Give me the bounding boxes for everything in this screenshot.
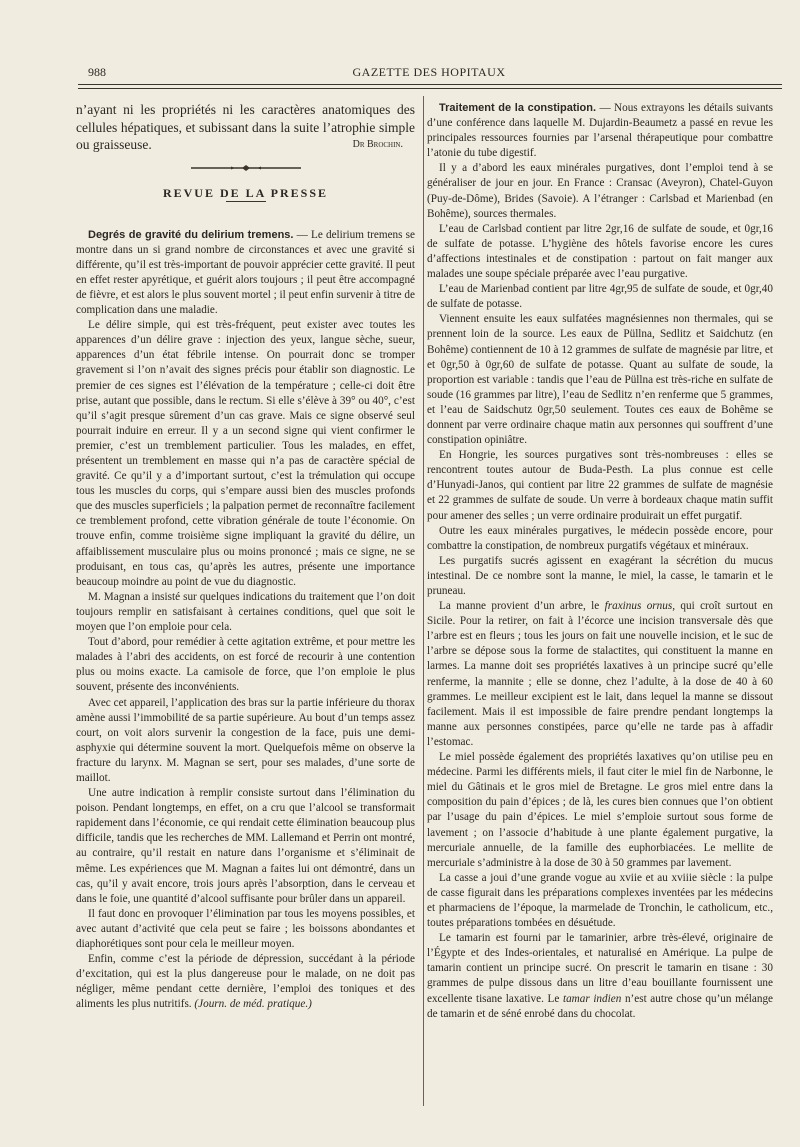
article-constipation-p6: En Hongrie, les sources purgatives sont très-nombreuses : elles se rencontrent toutes autour de Buda-Pesth. La plus connue est celle d’Hunyadi-Janos, qui contient par litre 22 grammes de sulfate de magnésie et 22 grammes de sulfate de soude. Un verre à bordeaux chaque matin suffit pour amener des selles ; un verre ordinaire produirait un effet purgatif.	[427, 449, 773, 522]
article-constipation-p8: Les purgatifs sucrés agissent en exagérant la sécrétion du mucus intestinal. De ce nombre sont la manne, le miel, la casse, le tamarin et le pruneau.	[427, 554, 773, 597]
article-title-delirium: Degrés de gravité du delirium tremens.	[88, 228, 294, 241]
article-title-constipation: Traitement de la constipation.	[439, 102, 597, 114]
journal-title: GAZETTE DES HOPITAUX	[352, 65, 506, 79]
article-delirium-p4: Tout d’abord, pour remédier à cette agitation extrême, et pour mettre les malades à l’abri des accidents, on est forcé de recourir à une contention plus ou moins exacte. La camisole de force, que l’on emploie le plus souvent, présente des inconvénients.	[76, 636, 415, 694]
column-divider	[423, 96, 424, 1106]
paragraph-text: — Le delirium tremens se montre dans un si grand nombre de circonstances et avec une gravité si différente, qu’il est très-important de pouvoir apprécier cette gravité. Il peut en effet rester apyrétique, et guérit alors toujours ; il peut être accompagné de fièvre, et est alors le plus souvent mortel ; il peut enfin survenir à titre de complication dans une maladie.	[76, 228, 416, 317]
italic-term: tamar indien	[562, 992, 622, 1005]
author-signature: Dr Brochin.	[352, 139, 403, 150]
paragraph-text: qui croît surtout en Sicile. Pour la retirer, on fait à l’écorce une incision transversale dès que l’arbre est en fleurs ; tous les jours on fait une nouvelle incision, et le suc de l’arbre se dépose sous la forme de stalactites, qui constituent la manne en larmes. La manne doit ses propriétés laxatives à un principe sucré qu’elle renferme, la mannite ; elle se donne, chez l’adulte, à la dose de 40 à 60 grammes. Le meilleur excipient est le lait, dans lequel la manne se dissout facilement. Mais il est impossible de faire prendre pendant longtemps la manne aux personnes constipées, parce qu’elle ne tarde pas à affadir l’estomac.	[427, 600, 774, 748]
article-constipation-p12	[427, 931, 773, 1022]
left-column	[76, 101, 415, 1012]
paragraph-text: n’est autre chose qu’un mélange de tamarin et de séné enrobé dans du chocolat.	[427, 992, 774, 1020]
article-constipation-p3: L’eau de Carlsbad contient par litre 2gr,16 de sulfate de soude, et 0gr,16 de sulfate de potasse. L’hygiène des hôtels favorise encore les cures d’affections intestinales et de constipation : partout on fait manger aux malades une soupe spéciale préparée avec l’eau purgative.	[427, 222, 773, 281]
paragraph-text: — Nous extrayons les détails suivants d’une conférence dans laquelle M. Dujardin-Beaumetz a passé en revue les principales ressources fournies par l’arsenal thérapeutique pour combattre l’atonie du tube digestif.	[427, 102, 773, 160]
header-rule-top	[78, 84, 782, 85]
article-constipation-p11: La casse a joui d’une grande vogue au xviie et au xviiie siècle : la pulpe de casse figurait dans les préparations complexes inventées par les médecins et pharmaciens de l’époque, la marmelade de Tronchin, le catholicum, etc., toutes préparations tombées en désuétude.	[427, 871, 773, 930]
article-constipation-p4: L’eau de Marienbad contient par litre 4gr,95 de sulfate de soude, et 0gr,40 de sulfate de potasse.	[427, 283, 773, 311]
article-constipation-p7: Outre les eaux minérales purgatives, le médecin possède encore, pour combattre la constipation, de nombreux purgatifs végétaux et minéraux.	[427, 524, 773, 552]
article-constipation-p10: Le miel possède également des propriétés laxatives qu’on utilise peu en médecine. Parmi les différents miels, il faut citer le miel fin de Narbonne, le miel du Gâtinais et le gros miel de Bretagne. Le gros miel entre dans la composition du pain d’épices ; de là, les cures bien connues que l’on obtient par l’usage du pain d’épices. Le miel s’emploie surtout sous forme de lavement ; on l’associe d’habitude à une plante également purgative, la mercuriale annuelle, de la famille des euphorbiacées. Le mellite de mercuriale s’administre à la dose de 30 à 50 grammes par lavement.	[427, 751, 773, 869]
paragraph-text: Le tamarin est fourni par le tamarinier, arbre très-élevé, originaire de l’Égypte et des Indes-orientales, et naturalisé en Amérique. La pulpe de tamarin contient un principe sucré. On prescrit le tamarin en tisane : 30 grammes de pulpe dissous dans un litre d’eau bouillante fournissent une excellente tisane laxative. Le	[427, 932, 773, 1005]
page-header	[78, 63, 780, 81]
species-name: fraxinus ornus,	[604, 600, 675, 613]
source-citation: (Journ. de méd. pratique.)	[194, 998, 312, 1011]
section-ornament	[76, 164, 415, 172]
page-number: 988	[88, 65, 106, 79]
continued-text: n’ayant ni les propriétés ni les caractères anatomiques des cellules hépatiques, et subissant dans la suite l’atrophie simple ou graisseuse.	[76, 102, 415, 152]
article-delirium-p5: Avec cet appareil, l’application des bras sur la partie inférieure du thorax amène aussi l’immobilité de sa partie supérieure. Au bout d’un temps assez court, on voit alors survenir la congestion de la face, puis une demi-asphyxie qui détermine souvent la mort. Quelquefois même on observe la fracture du larynx. M. Magnan se sert, pour ses malades, d’une sorte de maillot.	[76, 696, 415, 784]
paragraph-text: Enfin, comme c’est la période de dépression, succédant à la période d’excitation, qui est la plus dangereuse pour le malade, on ne doit pas négliger, même pendant cette dernière, l’emploi des toniques et des aliments les plus nutritifs.	[76, 953, 415, 1011]
article-constipation-p2: Il y a d’abord les eaux minérales purgatives, dont l’emploi tend à se généraliser de jour en jour. En France : Cransac (Aveyron), Chatel-Guyon (Puy-de-Dôme), Brides (Savoie). A l’étranger : Carlsbad et Marienbad (en Bohême), sources thermales.	[427, 162, 773, 220]
paragraph-text: La manne provient d’un arbre, le	[439, 600, 600, 613]
section-title-underline	[226, 201, 266, 202]
continued-article-end	[76, 101, 415, 154]
article-delirium-p6: Une autre indication à remplir consiste surtout dans l’élimination du poison. Pendant longtemps, en effet, on a cru que l’alcool se transformait rapidement dans l’économie, ce qui rendait cette élimination beaucoup plus difficile, tandis que les recherches de MM. Lallemand et Perrin ont montré, au contraire, qu’il restait en nature dans l’organisme et s’éliminait de même. Les expériences que M. Magnan a faites lui ont démontré, dans un cas, qu’il y avait encore, trois jours après l’absorption, dans le cerveau et dans le foie, une quantité d’alcool suffisante pour brûler dans un appareil.	[76, 787, 415, 905]
header-rule-bottom	[78, 88, 782, 89]
article-delirium-p1	[76, 228, 415, 319]
article-delirium-p2: Le délire simple, qui est très-fréquent, peut exister avec toutes les apparences d’un délire grave : injection des yeux, langue sèche, sueur, apparences d’un état fébrile intense. On pourrait donc se tromper gravement si l’on n’avait des signes précis pour établir son diagnostic. Le premier de ces signes est l’élévation de la température ; celle-ci doit être prise, autant que possible, dans le rectum. Si elle s’élève à 39° ou 40°, c’est qu’il s’agit presque sûrement d’un cas grave. Mais ce signe observé seul pourrait induire en erreur. Il y a un second signe qui vient confirmer le premier, c’est un tremblement particulier. Tous les malades, en effet, présentent un tremblement en masse qui n’a pas de caractère spécial de gravité. Ce qu’il y a d’important surtout, c’est la trémulation qui occupe tous les muscles du corps, qui s’empare aussi bien des muscles profonds que des muscles superficiels ; la palpation permet de reconnaître facilement ce tremblement profond, cette vibration générale de toute l’économie. On trouve enfin, comme troisième signe impliquant la gravité du délire, un affaiblissement musculaire plus ou moins prononcé ; mais ce signe, ne se produisant, en tous cas, qu’après les autres, présente une importance beaucoup moindre au point de vue du diagnostic.	[76, 319, 415, 588]
section-title: REVUE DE LA PRESSE	[162, 185, 329, 200]
article-delirium-p3: M. Magnan a insisté sur quelques indications du traitement que l’on doit toujours remplir en satisfaisant à certaines conditions, quel que soit le moyen que l’on emploie pour cela.	[76, 590, 415, 634]
article-delirium-p8	[76, 952, 415, 1012]
ornament-rule-icon	[191, 164, 301, 172]
article-constipation-p1	[427, 101, 773, 161]
right-column	[427, 101, 773, 1022]
article-delirium-p7: Il faut donc en provoquer l’élimination par tous les moyens possibles, et avec autant d’activité que cela peut se faire ; les boissons abondantes et diaphorétiques sont pour cela le meilleur moyen.	[76, 907, 415, 950]
article-constipation-p5: Viennent ensuite les eaux sulfatées magnésiennes non thermales, qui se prennent loin de la source. Les eaux de Püllna, Sedlitz et Saidchutz (en Bohême) contiennent de 10 à 12 grammes de sulfate de magnésie par litre, et et 0gr,50 à 0gr,60 de sulfate de potasse. Quant au sulfate de soude, la proportion est variable : tandis que l’eau de Püllna est très-riche en sulfate de soude (16 grammes par litre), l’eau de Sedlitz n’en renferme que 5 grammes, et l’eau de Saidschutz 0gr,50 seulement. Toutes ces eaux de Bohême se donnent par verre ordinaire chaque matin aux personnes qui souffrent d’une constipation opiniâtre.	[427, 313, 773, 447]
article-constipation-p9	[427, 599, 773, 750]
